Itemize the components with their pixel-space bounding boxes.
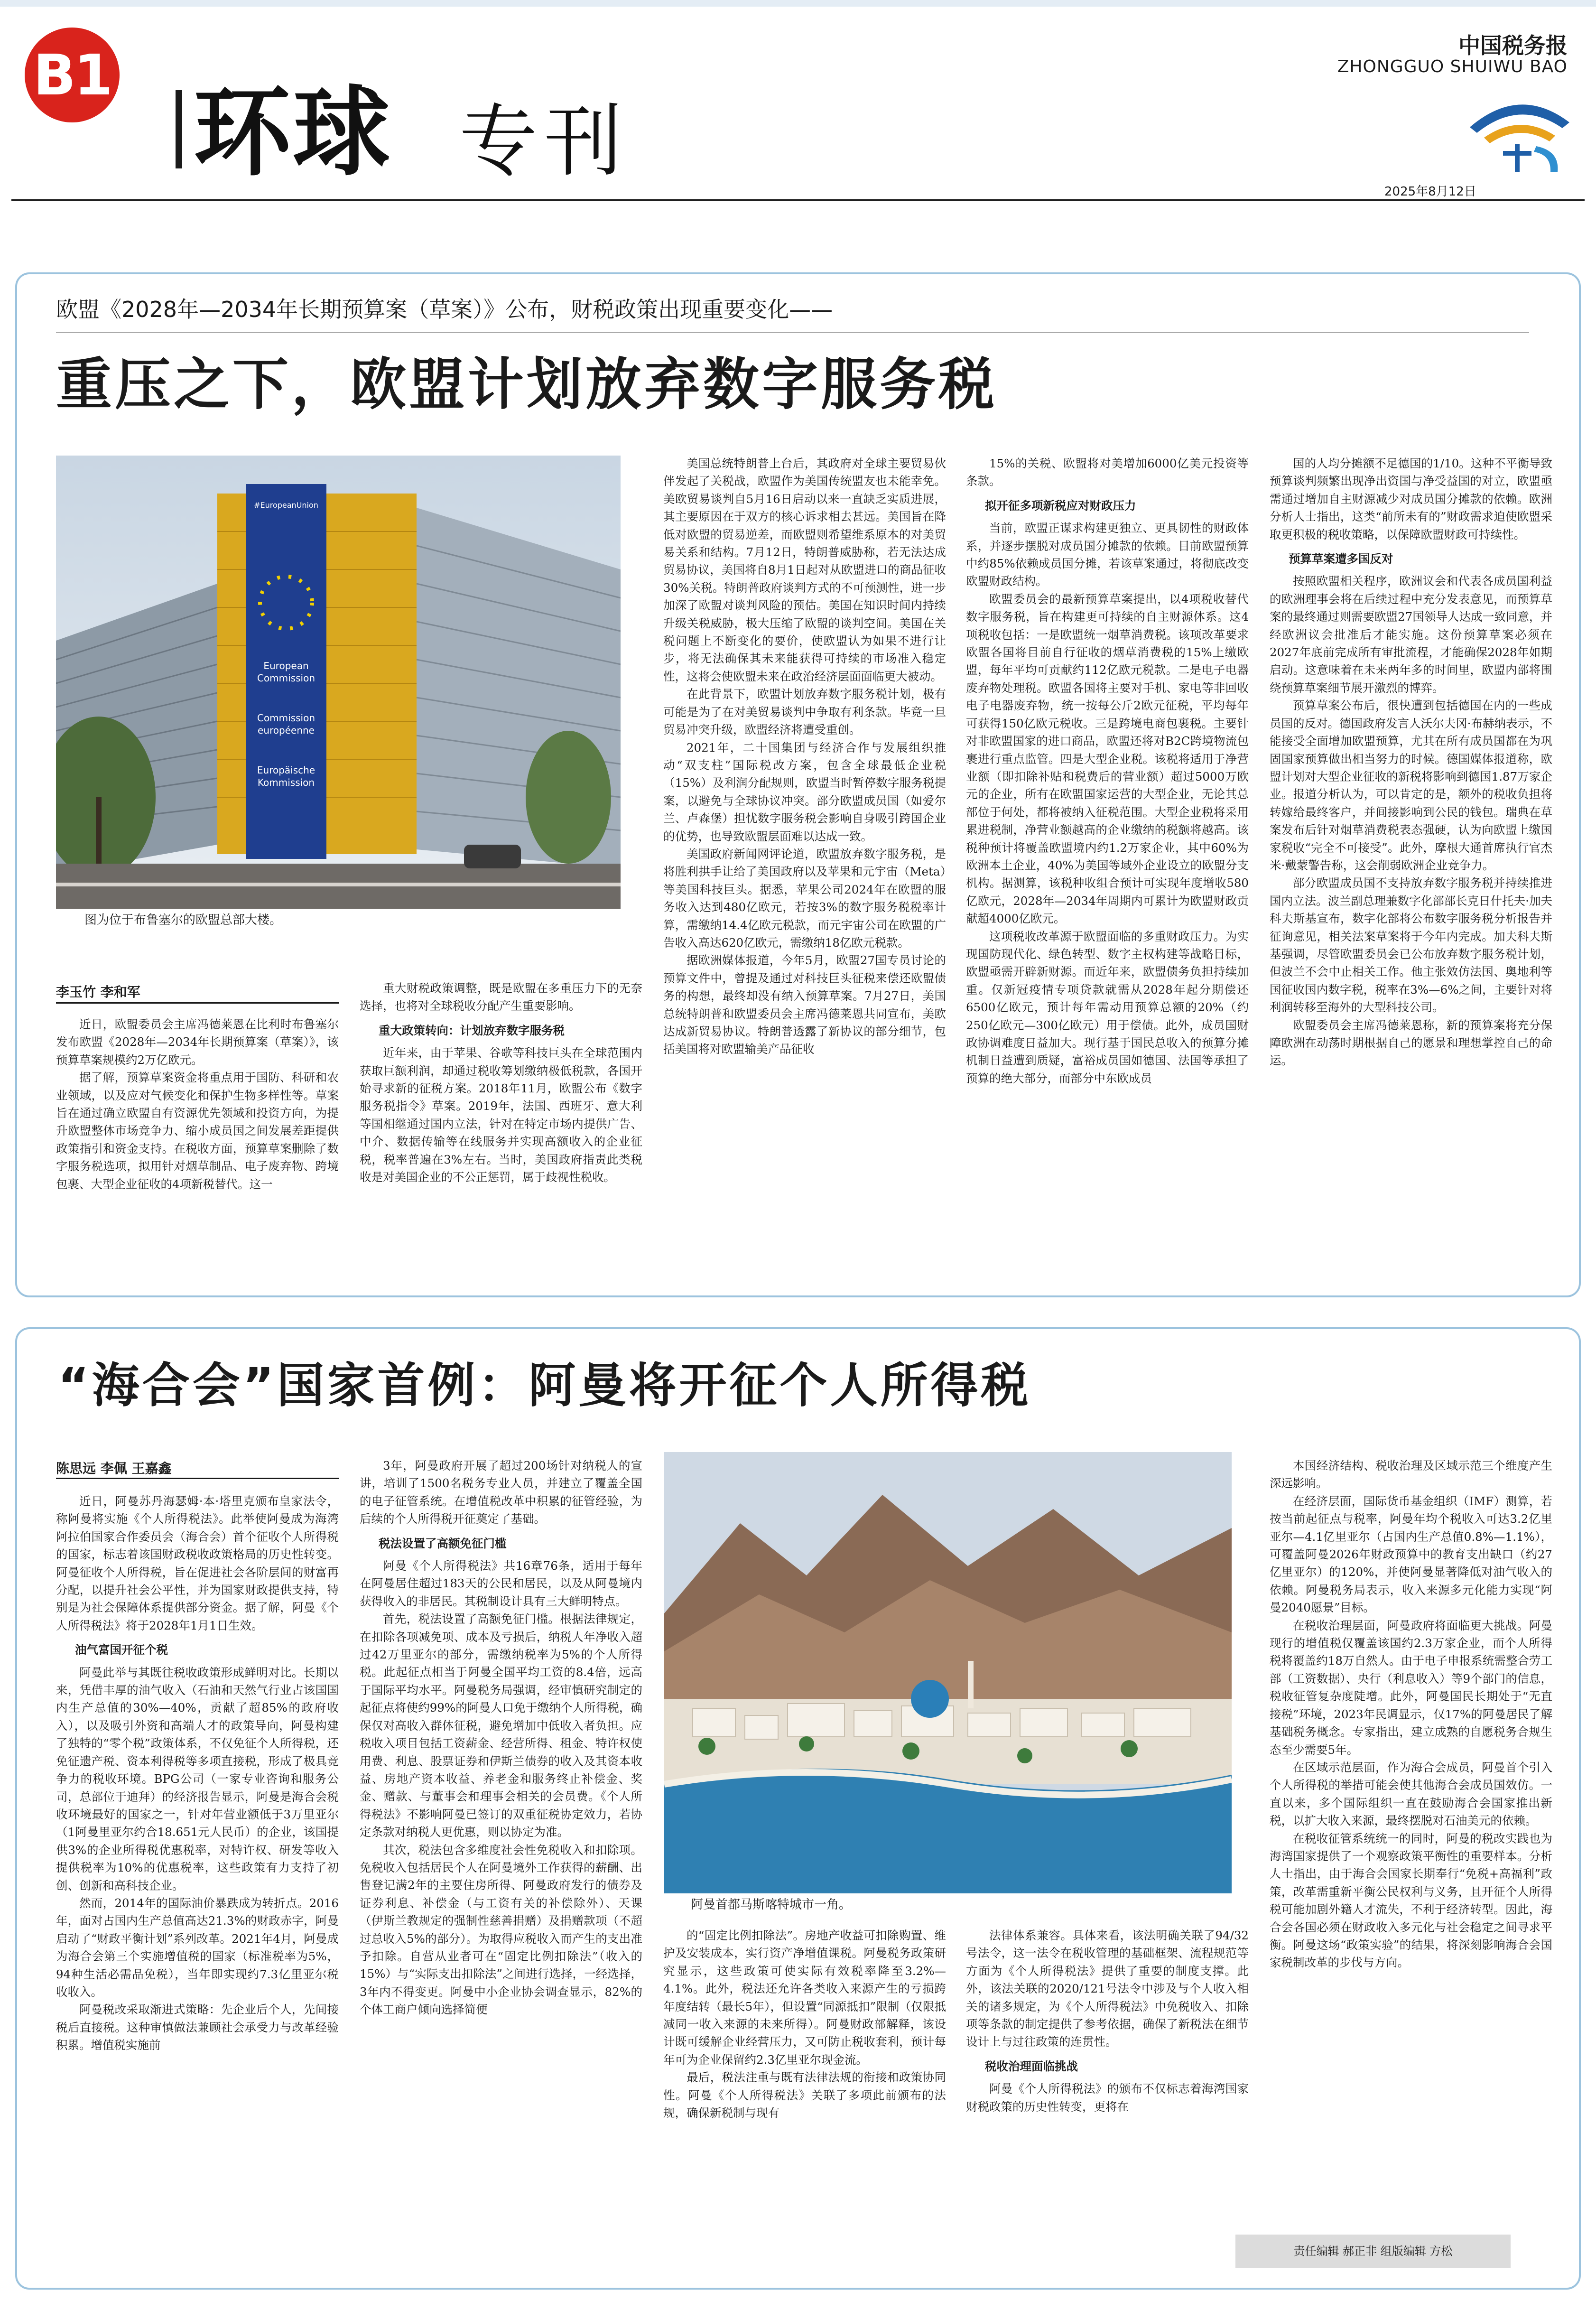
page-number-badge: B1 bbox=[25, 28, 120, 122]
body-paragraph: 在税收治理层面，阿曼政府将面临更大挑战。阿曼现行的增值税仅覆盖该国约2.3万家企业，而个人所得税将覆盖约18万自然人。由于电子申报系统需整合劳工部（工资数据）、央行（利息收入）等9个部门的信息，税收征管复杂度陡增。此外，阿曼国民长期处于“无直接税”环境，2023年民调显示，仅17%的阿曼居民了解基础税务概念。专家指出，建立成熟的自愿税务合规生态至少需要5年。 bbox=[1270, 1618, 1552, 1757]
svg-text:Commission: Commission bbox=[257, 712, 315, 724]
body-paragraph: 法律体系兼容。具体来看，该法明确关联了94/32号法令，这一法令在税收管理的基础框架、流程规范等方面为《个人所得税法》提供了重要的制度支撑。此外，该法关联的2020/121号法令中涉及与个人收入相关的诸多规定，为《个人所得税法》中免税收入、扣除项等条款的制定提供了参考依据，确保了新税法在细节设计上与过往政策的连贯性。 bbox=[966, 1928, 1249, 2049]
article-column-1 bbox=[56, 1492, 339, 2266]
body-paragraph: 欧盟委员会的最新预算草案提出，以4项税收替代数字服务税，旨在构建更可持续的自主财源体系。这4项税收包括：一是欧盟统一烟草消费税。该项改革要求欧盟各国将目前自行征收的烟草消费税的15%上缴欧盟，每年平均可贡献约112亿欧元税款。二是电子电器废弃物处理税。欧盟各国将主要对手机、家电等非回收电子电器废弃物，统一按每公斤2欧元征税，平均每年可获得150亿欧元税收。三是跨境电商包裹税。主要针对非欧盟国家的进口商品，欧盟还将对B2C跨境物流包裹进行重点监管。四是大型企业税。该税将适用于净营业额（即扣除补贴和税费后的营业额）超过5000万欧元的企业，所有在欧盟国家运营的大型企业，无论其总部位于何处，都将被纳入征税范围。大型企业税将采用累进税制，净营业额越高的企业缴纳的税额将越高。该税种预计将覆盖欧盟境内约1.2万家企业，其中60%为欧洲本土企业，40%为美国等域外企业设立的欧盟分支机构。据测算，该税种收组合预计可实现年度增收580亿欧元，2028年—2034年周期内可累计为欧盟财政贡献超4000亿欧元。 bbox=[966, 592, 1249, 926]
svg-text:européenne: européenne bbox=[258, 725, 315, 736]
body-paragraph: 据欧洲媒体报道，今年5月，欧盟27国专员讨论的预算文件中，曾提及通过对科技巨头征税来偿还欧盟债务的构想，最终却没有纳入预算草案。7月27日，美国总统特朗普和欧盟委员会主席冯德莱恩共同宣布，美欧达成新贸易协议。特朗普透露了新协议的部分细节，包括美国将对欧盟输美产品征收 bbox=[663, 953, 946, 1056]
body-paragraph: 然而，2014年的国际油价暴跌成为转折点。2016年，面对占国内生产总值高达21.3%的财政赤字，阿曼启动了“财政平衡计划”系列改革。2021年4月，阿曼成为海合会第三个实施增值税的国家（标准税率为5%，94种生活必需品免税），当年即实现约7.3亿里亚尔税收收入。 bbox=[56, 1896, 339, 1999]
body-paragraph: 的“固定比例扣除法”。房地产收益可扣除购置、维护及安装成本，实行资产净增值课税。阿曼税务政策研究显示，这些政策可使实际有效税率降至3.2%—4.1%。此外，税法还允许各类收入来源产生的亏损跨年度结转（最长5年），但设置“同源抵扣”限制（仅限抵减同一收入来源的未来所得）。阿曼财政部解释，该设计既可缓解企业经营压力，又可防止税收套利，预计每年可为企业保留约2.3亿里亚尔现金流。 bbox=[663, 1928, 946, 2067]
section-suffix: 专刊 bbox=[459, 96, 629, 187]
banner-text: European bbox=[263, 660, 309, 671]
article-headline: “海合会”国家首例：阿曼将开征个人所得税 bbox=[58, 1358, 1031, 1413]
body-paragraph: 欧盟委员会主席冯德莱恩称，新的预算案将充分保障欧洲在动荡时期根据自己的愿景和理想掌控自己的命运。 bbox=[1270, 1018, 1552, 1068]
byline-rule bbox=[56, 1002, 339, 1004]
body-paragraph: 在区域示范层面，作为海合会成员，阿曼首个引入个人所得税的举措可能会使其他海合会成员国效仿。一直以来，多个国际组织一直在鼓励海合会国家推出新税，以扩大收入来源，最终摆脱对石油美元的依赖。 bbox=[1270, 1760, 1552, 1828]
svg-text:Europäische: Europäische bbox=[257, 764, 315, 776]
section-title: 环球 bbox=[194, 76, 392, 189]
newspaper-name-pinyin: ZHONGGUO SHUIWU BAO bbox=[1337, 57, 1568, 76]
body-paragraph: 15%的关税、欧盟将对美增加6000亿美元投资等条款。 bbox=[966, 456, 1249, 488]
masthead-divider bbox=[176, 90, 182, 168]
body-paragraph: 国的人均分摊额不足德国的1/10。这种不平衡导致预算谈判频繁出现净出资国与净受益国的对立，欧盟亟需通过增加自主财源减少对成员国分摊款的依赖。欧洲分析人士指出，这类“前所未有的”财政需求迫使欧盟采取更积极的税收策略，以保障欧盟财政可持续性。 bbox=[1270, 456, 1552, 541]
article-column-3 bbox=[663, 1927, 946, 2266]
editor-credit: 责任编辑 郝正非 组版编辑 方松 bbox=[1235, 2235, 1511, 2268]
article-byline: 李玉竹 李和军 bbox=[56, 984, 140, 1000]
body-paragraph: 重大财税政策调整，既是欧盟在多重压力下的无奈选择，也将对全球税收分配产生重要影响。 bbox=[360, 981, 642, 1013]
kicker-rule bbox=[56, 332, 1529, 333]
section-subheading: 税法设置了高额免征门槛 bbox=[379, 1536, 507, 1550]
body-paragraph: 近日，阿曼苏丹海瑟姆·本·塔里克颁布皇家法令，称阿曼将实施《个人所得税法》。此举使阿曼成为海湾阿拉伯国家合作委员会（海合会）首个征收个人所得税的国家，标志着该国财政税收政策格局的历史性转变。阿曼征收个人所得税，旨在促进社会各阶层间的财富再分配，以提升社会公平性，并为国家财政提供支持，特别是为社会保障体系提供部分资金。据了解，阿曼《个人所得税法》将于2028年1月1日生效。 bbox=[56, 1494, 339, 1632]
body-paragraph: 在税收征管系统统一的同时，阿曼的税改实践也为海湾国家提供了一个观察政策平衡性的重要样本。分析人士指出，由于海合会国家长期奉行“免税+高福利”政策，改革需重新平衡公民权利与义务，且开征个人所得税可能加剧外籍人才流失，不利于经济转型。因此，海合会各国必须在财政收入多元化与社会稳定之间寻求平衡。阿曼这场“政策实验”的结果，将深刻影响海合会国家税制改革的步伐与方向。 bbox=[1270, 1831, 1552, 1970]
body-paragraph: 最后，税法注重与既有法律法规的衔接和政策协同性。阿曼《个人所得税法》关联了多项此前颁布的法规，确保新税制与现有 bbox=[663, 2070, 946, 2120]
body-paragraph: 近日，欧盟委员会主席冯德莱恩在比利时布鲁塞尔发布欧盟《2028年—2034年长期预算案（草案）》，该预算草案规模约2万亿欧元。 bbox=[56, 1017, 339, 1067]
body-paragraph: 近年来，由于苹果、谷歌等科技巨头在全球范围内获取巨额利润，却通过税收筹划缴纳极低税款，各国开始寻求新的征税方案。2018年11月，欧盟公布《数字服务税指令》草案。2019年，法国、西班牙、意大利等国相继通过国内立法，针对在特定市场内提供广告、中介、数据传输等在线服务并实现高额收入的企业征税，税率普遍在3%左右。当时，美国政府指责此类税收是对美国企业的不公正惩罚，属于歧视性税收。 bbox=[360, 1046, 642, 1184]
body-paragraph: 阿曼税改采取渐进式策略：先企业后个人，先间接税后直接税。这种审慎做法兼顾社会承受力与改革经验积累。增值税实施前 bbox=[56, 2003, 339, 2052]
body-paragraph: 在此背景下，欧盟计划放弃数字服务税计划，极有可能是为了在对美贸易谈判中争取有利条款。毕竟一旦贸易冲突升级，欧盟经济将遭受重创。 bbox=[663, 687, 946, 737]
svg-text:Kommission: Kommission bbox=[257, 777, 315, 788]
article-headline: 重压之下，欧盟计划放弃数字服务税 bbox=[56, 352, 998, 417]
body-paragraph: 3年，阿曼政府开展了超过200场针对纳税人的宣讲，培训了1500名税务专业人员，并建立了覆盖全国的电子征管系统。在增值税改革中积累的征管经验，为后续的个人所得税开征奠定了基础。 bbox=[360, 1459, 642, 1526]
article-column-4 bbox=[966, 455, 1249, 1283]
article-byline: 陈思远 李佩 王嘉鑫 bbox=[56, 1461, 172, 1476]
issue-date: 2025年8月12日 bbox=[1384, 185, 1476, 199]
body-paragraph: 按照欧盟相关程序，欧洲议会和代表各成员国利益的欧洲理事会将在后续过程中充分发表意见，而预算草案的最终通过则需要欧盟27国领导人达成一致同意，并经欧洲议会批准后才能实施。这份预算草案必须在2027年底前完成所有审批流程，才能确保2028年如期启动。这意味着在未来两年多的时间里，欧盟内部将围绕预算草案细节展开激烈的博弈。 bbox=[1270, 574, 1552, 695]
section-subheading: 税收治理面临挑战 bbox=[985, 2059, 1078, 2073]
newspaper-name: 中国税务报 bbox=[1458, 33, 1568, 58]
body-paragraph: 阿曼《个人所得税法》的颁布不仅标志着海湾国家财税政策的历史性转变，更将在 bbox=[966, 2082, 1249, 2114]
body-paragraph: 当前，欧盟正谋求构建更独立、更具韧性的财政体系，并逐步摆脱对成员国分摊款的依赖。目前欧盟预算中约85%依赖成员国分摊，若该草案通过，将彻底改变欧盟财政结构。 bbox=[966, 521, 1249, 588]
header-band bbox=[0, 0, 1596, 7]
section-subheading: 预算草案遭多国反对 bbox=[1289, 552, 1393, 566]
article-column-3 bbox=[663, 455, 946, 1283]
body-paragraph: 预算草案公布后，很快遭到包括德国在内的一些成员国的反对。德国政府发言人沃尔夫冈·布赫纳表示，不能接受全面增加欧盟预算，尤其在所有成员国都在为巩固国家预算做出相当努力的时候。德国媒体报道称，欧盟计划对大型企业征收的新税将影响到德国1.87万家企业。报道分析认为，可以肯定的是，额外的税收负担将转嫁给最终客户，并间接影响到公民的钱包。瑞典在草案发布后针对烟草消费税表态强硬，认为向欧盟上缴国家税收“完全不可接受”。此外，摩根大通首席执行官杰米·戴蒙警告称，这会削弱欧洲企业竞争力。 bbox=[1270, 699, 1552, 872]
body-paragraph: 其次，税法包含多维度社会性免税收入和扣除项。免税收入包括居民个人在阿曼境外工作获得的薪酬、出售登记满2年的主要住房所得、阿曼政府发行的债券及证券利息、补偿金（与工资有关的补偿除外）、天课（伊斯兰教规定的强制性慈善捐赠）及捐赠款项（不超过总收入5%的部分）。为取得应税收入而产生的支出准予扣除。自营从业者可在“固定比例扣除法”（收入的15%）与“实际支出扣除法”之间进行选择，一经选择，3年内不得变更。阿曼中小企业协会调查显示，82%的个体工商户倾向选择简便 bbox=[360, 1843, 642, 2017]
photo-caption: 图为位于布鲁塞尔的欧盟总部大楼。 bbox=[84, 913, 282, 927]
article-kicker: 欧盟《2028年—2034年长期预算案（草案）》公布，财税政策出现重要变化—— bbox=[56, 297, 833, 322]
article-column-2 bbox=[360, 979, 642, 1283]
muscat-city-photo bbox=[664, 1452, 1232, 1893]
section-subheading: 油气富国开征个税 bbox=[75, 1643, 168, 1657]
article-column-5 bbox=[1270, 455, 1552, 1283]
eu-headquarters-photo bbox=[56, 456, 621, 909]
article-column-5 bbox=[1270, 1457, 1552, 2226]
article-column-2 bbox=[360, 1457, 642, 2266]
photo-caption: 阿曼首都马斯喀特城市一角。 bbox=[691, 1898, 852, 1912]
body-paragraph: 本国经济结构、税收治理及区域示范三个维度产生深远影响。 bbox=[1270, 1459, 1552, 1491]
body-paragraph: 首先，税法设置了高额免征门槛。根据法律规定，在扣除各项减免项、成本及亏损后，纳税人年净收入超过42万里亚尔的部分，需缴纳税率为5%的个人所得税。此起征点相当于阿曼全国平均工资的8.4倍，远高于国际平均水平。阿曼税务局强调，经审慎研究制定的起征点将使约99%的阿曼人口免于缴纳个人所得税，确保仅对高收入群体征税，避免增加中低收入者负担。应税收入项目包括工资薪金、经营所得、租金、特许权使用费、利息、股票证券和伊斯兰债券的收入及其资本收益、房地产资本收益、养老金和服务终止补偿金、奖金、赠款、与董事会和理事会相关的会员费。《个人所得税法》不影响阿曼已签订的双重征税协定效力，若协定条款对纳税人更优惠，则以协定为准。 bbox=[360, 1612, 642, 1839]
body-paragraph: 在经济层面，国际货币基金组织（IMF）测算，若按当前起征点与税率，阿曼年均个税收入可达3.2亿里亚尔—4.1亿里亚尔（占国内生产总值0.8%—1.1%），可覆盖阿曼2026年财政预算中的教育支出缺口（约27亿里亚尔）的120%，并使阿曼显著降低对油气收入的依赖。阿曼税务局表示，收入来源多元化能力实现“阿曼2040愿景”目标。 bbox=[1270, 1494, 1552, 1615]
svg-text:Commission: Commission bbox=[257, 672, 315, 684]
article-column-4 bbox=[966, 1927, 1249, 2266]
svg-text:#EuropeanUnion: #EuropeanUnion bbox=[254, 501, 318, 510]
body-paragraph: 部分欧盟成员国不支持放弃数字服务税并持续推进国内立法。波兰副总理兼数字化部部长克日什托夫·加夫科夫斯基宣布，数字化部将公布数字服务税分析报告并征询意见，相关法案草案将于今年内完成。加夫科夫斯基强调，尽管欧盟委员会已公布放弃数字服务税计划，但波兰不会中止相关工作。他主张效仿法国、奥地利等国征收国内数字税，税率在3%—6%之间，主要针对将利润转移至海外的大型科技公司。 bbox=[1270, 876, 1552, 1015]
body-paragraph: 美国政府新闻网评论道，欧盟放弃数字服务税，是将胜利拱手让给了美国政府以及苹果和元宇宙（Meta）等美国科技巨头。据悉，苹果公司2024年在欧盟的服务收入达到480亿欧元，若按3%的数字服务税税率计算，需缴纳14.4亿欧元税款，而元宇宙公司在欧盟的广告收入高达620亿欧元，需缴纳18亿欧元税款。 bbox=[663, 847, 946, 950]
article-column-1 bbox=[56, 1015, 339, 1281]
byline-rule bbox=[56, 1478, 339, 1479]
section-subheading: 重大政策转向：计划放弃数字服务税 bbox=[379, 1023, 565, 1037]
masthead-rule bbox=[11, 199, 1585, 201]
body-paragraph: 美国总统特朗普上台后，其政府对全球主要贸易伙伴发起了关税战，欧盟作为美国传统盟友也未能幸免。美欧贸易谈判自5月16日启动以来一直缺乏实质进展，其主要原因在于双方的核心诉求相去甚远。美国旨在降低对欧盟的贸易逆差，而欧盟则希望维系原本的对美贸易关系和结构。7月12日，特朗普威胁称，若无法达成贸易协议，美国将自8月1日起对从欧盟进口的商品征收30%关税。特朗普政府谈判方式的不可预测性，进一步加深了欧盟对谈判风险的预估。美国在知识时间内持续升级关税威胁，极大压缩了欧盟的谈判空间。美国在关税问题上不断变化的要价，使欧盟认为如果不进行让步，将无法确保其未来能获得可持续的市场准入稳定性，这将会使欧盟未来在政治经济层面面临更大被动。 bbox=[663, 456, 946, 683]
body-paragraph: 据了解，预算草案资金将重点用于国防、科研和农业领域，以及应对气候变化和保护生物多样性等。草案旨在通过确立欧盟自有资源优先领域和投资方向，为提升欧盟整体市场竞争力、缩小成员国之间发展差距提供政策指引和资金支持。在税收方面，预算草案删除了数字服务税选项，拟用针对烟草制品、电子废弃物、跨境包裹、大型企业征收的4项新税替代。这一 bbox=[56, 1071, 339, 1191]
body-paragraph: 阿曼《个人所得税法》共16章76条，适用于每年在阿曼居住超过183天的公民和居民，以及从阿曼境内获得收入的非居民。其税制设计具有三大鲜明特点。 bbox=[360, 1559, 642, 1608]
section-subheading: 拟开征多项新税应对财政压力 bbox=[985, 498, 1136, 512]
newspaper-logo-icon bbox=[1465, 94, 1574, 175]
body-paragraph: 2021年，二十国集团与经济合作与发展组织推动“双支柱”国际税改方案，包含全球最低企业税（15%）及利润分配规则，欧盟当时暂停数字服务税提案，以避免与全球协议冲突。部分欧盟成员国（如爱尔兰、卢森堡）担忧数字服务税会影响自身吸引跨国企业的优势，也导致欧盟层面难以达成一致。 bbox=[663, 740, 946, 843]
body-paragraph: 阿曼此举与其既往税收政策形成鲜明对比。长期以来，凭借丰厚的油气收入（石油和天然气行业占该国国内生产总值的30%—40%，贡献了超85%的政府收入），以及吸引外资和高端人才的政策导向，阿曼构建了独特的“零个税”政策体系，不仅免征个人所得税，还免征遗产税、资本利得税等多项直接税，形成了极具竞争力的税收环境。BPG公司（一家专业咨询和服务公司，总部位于迪拜）的经济报告显示，阿曼是海合会税收环境最好的国家之一，针对年营业额低于3万里亚尔（1阿曼里亚尔约合18.651元人民币）的企业，该国提供3%的企业所得税优惠税率，对特许权、研发等收入提供税率为10%的优惠税率，这些政策有力支持了初创、创新和高科技企业。 bbox=[56, 1665, 339, 1892]
body-paragraph: 这项税收改革源于欧盟面临的多重财政压力。为实现国防现代化、绿色转型、数字主权构建等战略目标，欧盟亟需开辟新财源。而近年来，欧盟债务负担持续加重。仅新冠疫情专项贷款就需从2028年起分期偿还6500亿欧元，预计每年需动用预算总额的20%（约250亿欧元—300亿欧元）用于偿债。此外，成员国财政协调难度日益加大。现行基于国民总收入的预算分摊机制日益遭到质疑，富裕成员国如德国、法国等承担了预算的绝大部分，而部分中东欧成员 bbox=[966, 929, 1249, 1085]
